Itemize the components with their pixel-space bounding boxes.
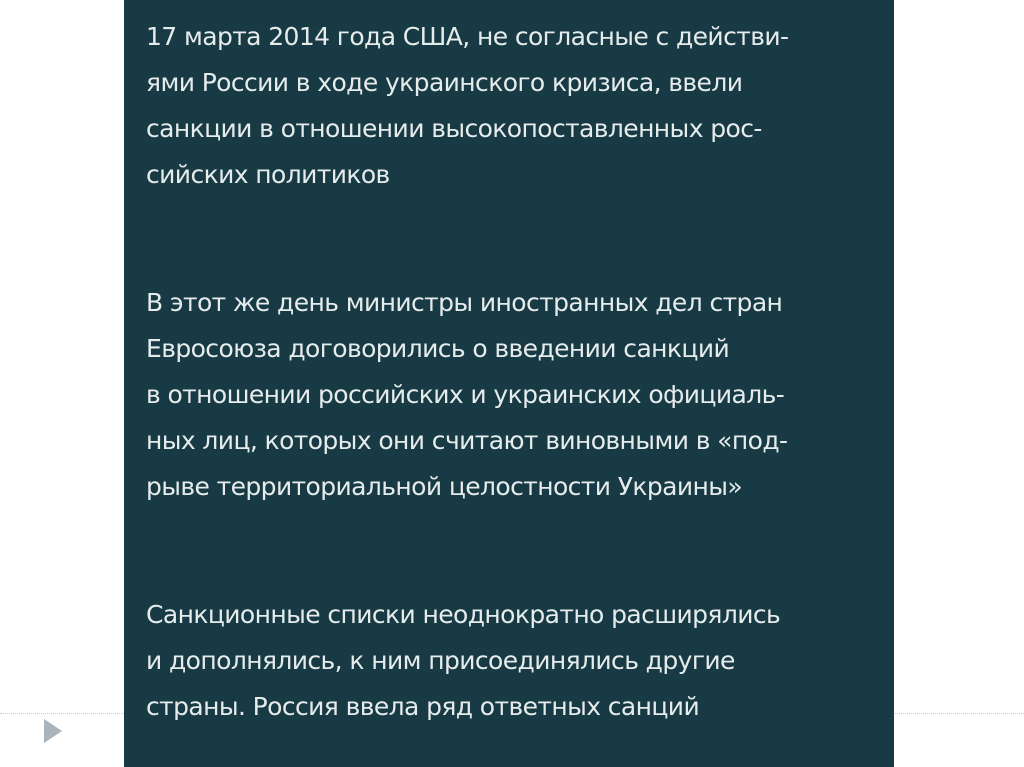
paragraph-us-sanctions: 17 марта 2014 года США, не согласные с действи- ями России в ходе украинского кризиса, ввели санкции в отношении высокопоставленных рос- сийских политиков (146, 22, 789, 189)
paragraph-sanction-lists: Санкционные списки неоднократно расширялись и дополнялись, к ним присоединялись другие страны. Россия ввела ряд ответных санций (146, 600, 781, 721)
paragraph-eu-sanctions: В этот же день министры иностранных дел стран Евросоюза договорились о введении санкций в отношении российских и украинских официаль- ных лиц, которых они считают виновными в «под- рыве территориальной целостности Украины» (146, 288, 788, 501)
play-icon[interactable] (44, 719, 62, 743)
text-panel (124, 0, 894, 767)
